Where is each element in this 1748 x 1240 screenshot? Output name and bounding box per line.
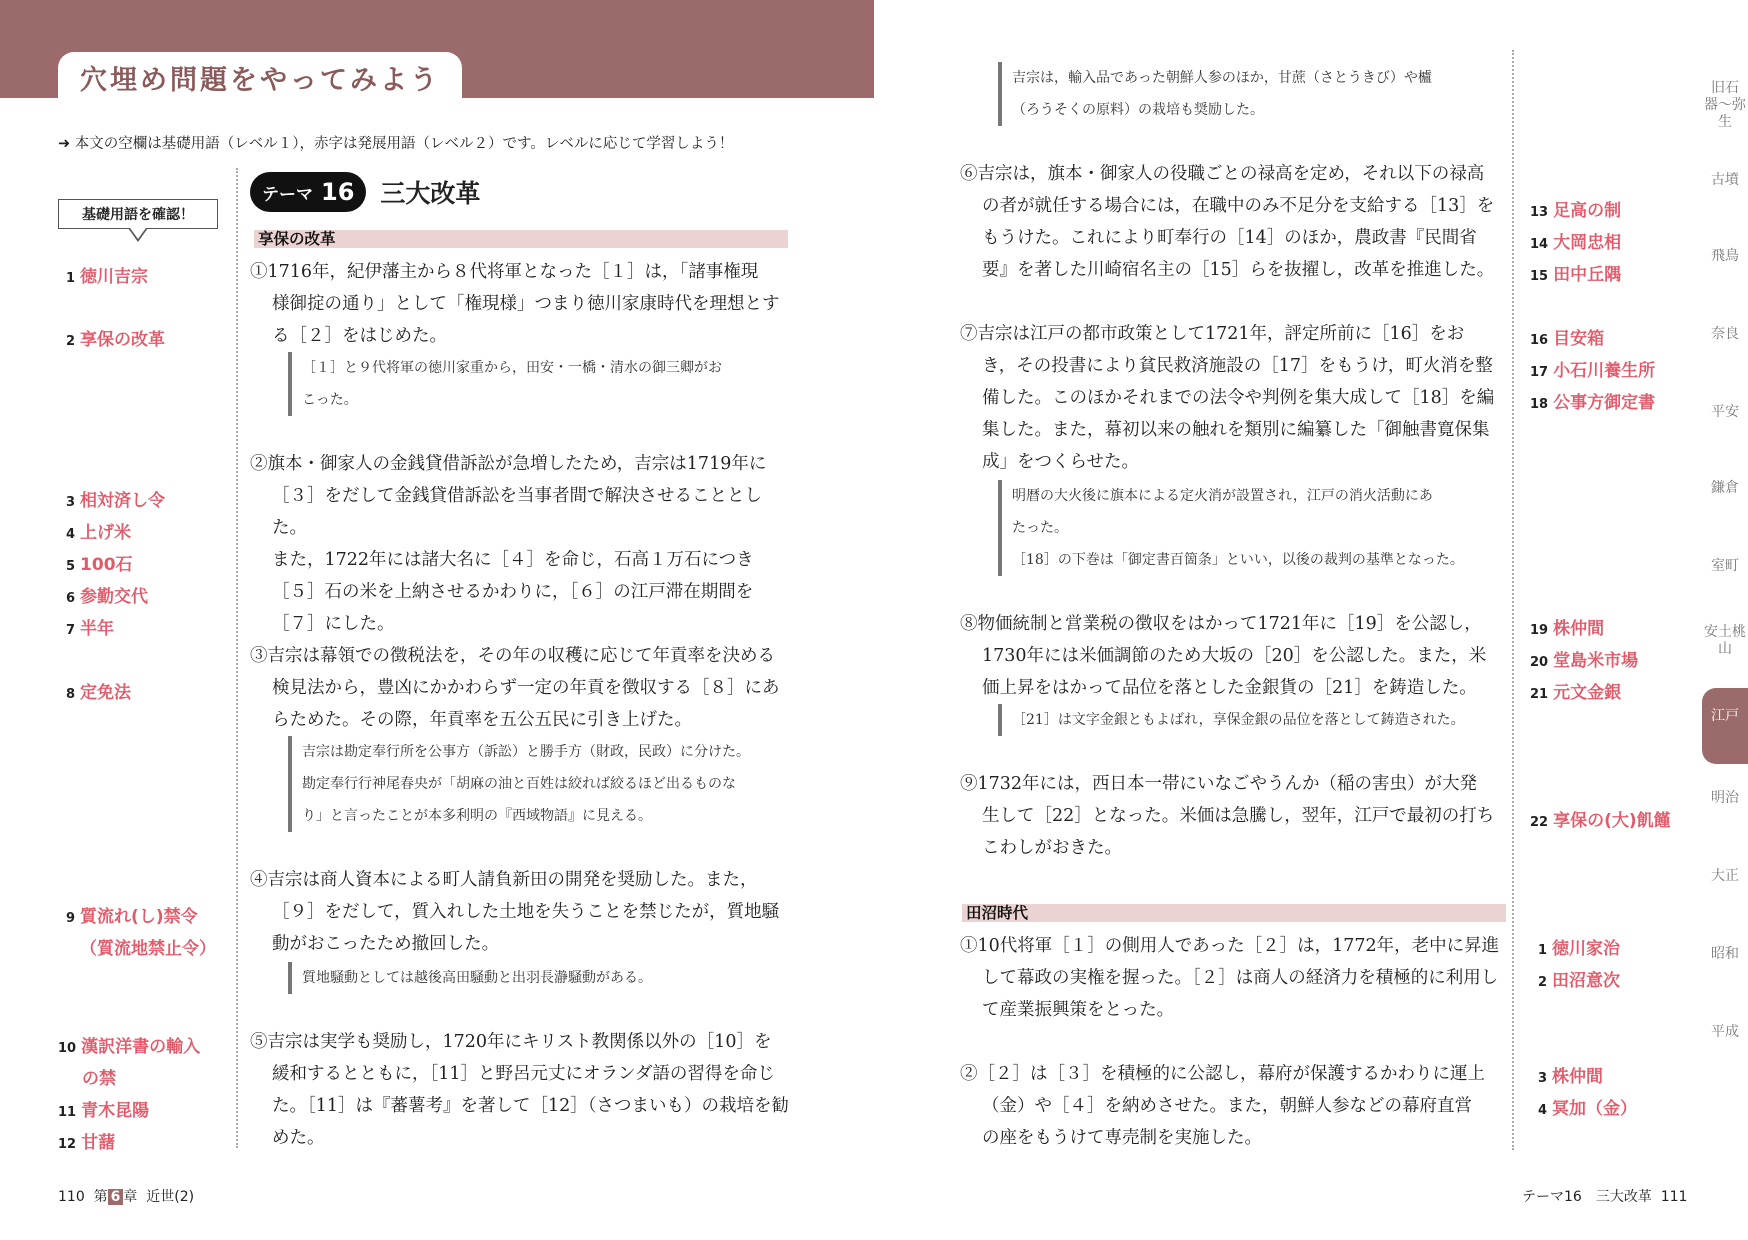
term-item: 9 質流れ(し)禁令 [66, 907, 198, 927]
paragraph-line: 動がおこったため撤回した。 [272, 934, 500, 954]
paragraph-line: ④吉宗は商人資本による町人請負新田の開発を奨励した。また， [250, 870, 758, 890]
term-item: 4 冥加（金） [1538, 1099, 1638, 1119]
term-item: 3 株仲間 [1538, 1067, 1604, 1087]
note-line: こった。 [302, 392, 358, 408]
paragraph-line: ②旗本・御家人の金銭貸借訴訟が急増したため，吉宗は1719年に [250, 454, 767, 474]
paragraph-line: また，1722年には諸大名に［４］を命じ，石高１万石につき [272, 550, 754, 570]
note-line: 勘定奉行行神尾春央が「胡麻の油と百姓は絞れば絞るほど出るものな [302, 776, 736, 792]
paragraph-line: ［５］石の米を上納させるかわりに，［６］の江戸滞在期間を [272, 582, 754, 602]
theme-heading [250, 172, 480, 212]
left-gutter-divider [236, 168, 238, 1148]
paragraph [960, 158, 1510, 286]
paragraph-line: ③吉宗は幕領での徴税法を，その年の収穫に応じて年貢率を決める [250, 646, 775, 666]
term-item: 17 小石川養生所 [1530, 361, 1656, 381]
era-tab[interactable]: 奈良 [1711, 326, 1739, 342]
era-tab-active[interactable] [1702, 688, 1748, 764]
note-line: 質地騒動としては越後高田騒動と出羽長瀞騒動がある。 [302, 970, 652, 986]
term-item: 1 徳川家治 [1538, 939, 1621, 959]
paragraph [250, 256, 790, 352]
paragraph-line: して幕政の実権を握った。［２］は商人の経済力を積極的に利用し [982, 968, 1499, 988]
chapter-title: 近世(2) [146, 1189, 195, 1205]
page-title: 穴埋め問題をやってみよう [58, 52, 462, 102]
term-item: の禁 [82, 1069, 116, 1089]
paragraph-line: ⑧物価統制と営業税の徴収をはかって1721年に［19］を公認し， [960, 614, 1482, 634]
note-line: ［21］は文字金銀ともよばれ，享保金銀の品位を落として鋳造された。 [1012, 712, 1465, 728]
term-item: 11 青木昆陽 [58, 1101, 150, 1121]
note-box [288, 962, 802, 994]
era-tab[interactable]: 明治 [1711, 790, 1739, 806]
right-gutter-divider [1512, 50, 1514, 1150]
term-item: 12 甘藷 [58, 1133, 116, 1153]
paragraph-line: らためた。その際，年貢率を五公五民に引き上げた。 [272, 710, 692, 730]
paragraph-line: の者が就任する場合には，在職中のみ不足分を支給する［13］を [982, 196, 1495, 216]
paragraph-line: き，その投書により貧民救済施設の［17］をもうけ，町火消を整 [982, 356, 1493, 376]
term-item: 13 足高の制 [1530, 201, 1622, 221]
paragraph [960, 930, 1510, 1026]
term-item: 10 漢訳洋書の輸入 [58, 1037, 201, 1057]
era-tab[interactable]: 安土桃山 [1704, 624, 1746, 657]
right-page-footer [1522, 1186, 1687, 1206]
paragraph [250, 448, 790, 640]
paragraph-line: 緩和するとともに，［11］と野呂元丈にオランダ語の習得を命じ [272, 1064, 775, 1084]
note-line: 吉宗は，輸入品であった朝鮮人参のほか，甘蔗（さとうきび）や櫨 [1012, 70, 1432, 86]
paragraph-line: て産業振興策をとった。 [982, 1000, 1175, 1020]
paragraph-line: 様御掟の通り」として「権現様」つまり徳川家康時代を理想とす [272, 294, 780, 314]
paragraph-line: た。［11］は『蕃薯考』を著して［12］（さつまいも）の栽培を勧 [272, 1096, 790, 1116]
note-box [998, 704, 1522, 736]
term-item: 7 半年 [66, 619, 115, 639]
instruction-text: ➜ 本文の空欄は基礎用語（レベル１），赤字は発展用語（レベル２）です。レベルに応じて学習しよう！ [58, 136, 734, 152]
paragraph-line: 1730年には米価調節のため大坂の［20］を公認した。また，米 [982, 646, 1487, 666]
era-tab[interactable]: 旧石器〜弥生 [1704, 80, 1746, 130]
paragraph [250, 1026, 790, 1154]
term-item: 22 享保の(大)飢饉 [1530, 811, 1671, 831]
note-box [288, 352, 802, 416]
right-page-number: 111 [1660, 1189, 1688, 1205]
paragraph-line: ①1716年，紀伊藩主から８代将軍となった［１］は，「諸事権現 [250, 262, 759, 282]
chapter-badge: 6 [108, 1189, 124, 1205]
paragraph-line: もうけた。これにより町奉行の［14］のほか，農政書『民間省 [982, 228, 1477, 248]
paragraph [250, 864, 790, 960]
paragraph-line: こわしがおきた。 [982, 838, 1122, 858]
paragraph [250, 640, 790, 736]
paragraph-line: 価上昇をはかって品位を落とした金銀貨の［21］を鋳造した。 [982, 678, 1477, 698]
era-tab[interactable]: 昭和 [1711, 946, 1739, 962]
paragraph-line: 要』を著した川崎宿名主の［15］らを抜擢し，改革を推進した。 [982, 260, 1495, 280]
term-item: 1 徳川吉宗 [66, 267, 149, 287]
paragraph-line: る［２］をはじめた。 [272, 326, 447, 346]
note-line: ［18］の下巻は「御定書百箇条」といい，以後の裁判の基準となった。 [1012, 552, 1464, 568]
paragraph-line: 検見法から，豊凶にかかわらず一定の年貢を徴収する［８］にあ [272, 678, 780, 698]
paragraph-line: めた。 [272, 1128, 325, 1148]
running-title: テーマ16 三大改革 [1522, 1189, 1652, 1205]
term-item: 2 田沼意次 [1538, 971, 1621, 991]
section-heading-kyoho: 享保の改革 [254, 230, 788, 248]
paragraph-line: 成」をつくらせた。 [982, 452, 1139, 472]
term-item: 6 参勤交代 [66, 587, 149, 607]
term-item: 8 定免法 [66, 683, 132, 703]
term-item: 19 株仲間 [1530, 619, 1605, 639]
paragraph-line: ［３］をだして金銭貸借訴訟を当事者間で解決させることとした。 [272, 486, 762, 538]
theme-badge: テーマ 16 [250, 172, 366, 212]
paragraph-line: 集した。また，幕初以来の触れを類別に編纂した「御触書寛保集 [982, 420, 1490, 440]
paragraph-line: ⑨1732年には，西日本一帯にいなごやうんか（稲の害虫）が大発 [960, 774, 1478, 794]
left-page-number: 110 [58, 1189, 85, 1205]
term-item: 3 相対済し令 [66, 491, 166, 511]
paragraph [960, 318, 1510, 478]
note-line: たった。 [1012, 520, 1068, 536]
term-item: 18 公事方御定書 [1530, 393, 1656, 413]
left-page-footer: 110 第 6 章 近世(2) [58, 1189, 195, 1205]
term-item: 16 目安箱 [1530, 329, 1605, 349]
era-tab[interactable]: 平成 [1711, 1024, 1739, 1040]
note-line: 明暦の大火後に旗本による定火消が設置され，江戸の消火活動にあ [1012, 488, 1433, 504]
note-box [998, 62, 1512, 126]
term-item: 5 100石 [66, 555, 133, 575]
era-tab[interactable]: 大正 [1711, 868, 1739, 884]
paragraph-line: ［７］にした。 [272, 614, 395, 634]
paragraph [960, 608, 1510, 704]
paragraph-line: の座をもうけて専売制を実施した。 [982, 1128, 1262, 1148]
term-item: 15 田中丘隅 [1530, 265, 1622, 285]
note-line: り」と言ったことが本多利明の『西域物語』に見える。 [302, 808, 652, 824]
paragraph-line: ⑤吉宗は実学も奨励し，1720年にキリスト教関係以外の［10］を [250, 1032, 772, 1052]
note-box [998, 480, 1522, 576]
era-tab[interactable]: 古墳 [1711, 172, 1739, 188]
paragraph-line: ⑦吉宗は江戸の都市政策として1721年，評定所前に［16］をお [960, 324, 1465, 344]
term-item: 4 上げ米 [66, 523, 132, 543]
paragraph-line: ⑥吉宗は，旗本・御家人の役職ごとの禄高を定め，それ以下の禄高 [960, 164, 1485, 184]
note-line: ［１］と９代将軍の徳川家重から，田安・一橋・清水の御三卿がお [302, 360, 722, 376]
term-item: 2 享保の改革 [66, 330, 166, 350]
paragraph-line: ①10代将軍［１］の側用人であった［２］は，1772年，老中に昇進 [960, 936, 1500, 956]
paragraph [960, 768, 1510, 864]
term-item: 20 堂島米市場 [1530, 651, 1639, 671]
paragraph-line: （金）や［４］を納めさせた。また，朝鮮人参などの幕府直営 [982, 1096, 1472, 1116]
term-item: 21 元文金銀 [1530, 683, 1622, 703]
note-box [288, 736, 812, 832]
paragraph-line: 備した。このほかそれまでの法令や判例を集大成して［18］を編 [982, 388, 1495, 408]
section-heading-tanuma: 田沼時代 [962, 904, 1506, 922]
theme-title: 三大改革 [380, 179, 481, 208]
era-tab[interactable]: 鎌倉 [1711, 480, 1739, 496]
note-line: （ろうそくの原料）の栽培も奨励した。 [1012, 102, 1264, 118]
paragraph-line: ［９］をだして，質入れした土地を失うことを禁じたが，質地騒 [272, 902, 780, 922]
era-tab[interactable]: 飛鳥 [1711, 248, 1739, 264]
era-tab[interactable]: 室町 [1711, 558, 1739, 574]
paragraph-line: 生して［22］となった。米価は急騰し，翌年，江戸で最初の打ち [982, 806, 1495, 826]
era-tab[interactable]: 平安 [1711, 404, 1739, 420]
paragraph [960, 1058, 1510, 1154]
paragraph-line: ②［２］は［３］を積極的に公認し，幕府が保護するかわりに運上 [960, 1064, 1485, 1084]
basic-terms-callout: 基礎用語を確認！ [58, 199, 218, 229]
term-item: 14 大岡忠相 [1530, 233, 1622, 253]
term-item: （質流地禁止令） [80, 939, 216, 959]
era-tab-active-label: 江戸 [1711, 708, 1739, 724]
note-line: 吉宗は勘定奉行所を公事方（訴訟）と勝手方（財政，民政）に分けた。 [302, 744, 750, 760]
